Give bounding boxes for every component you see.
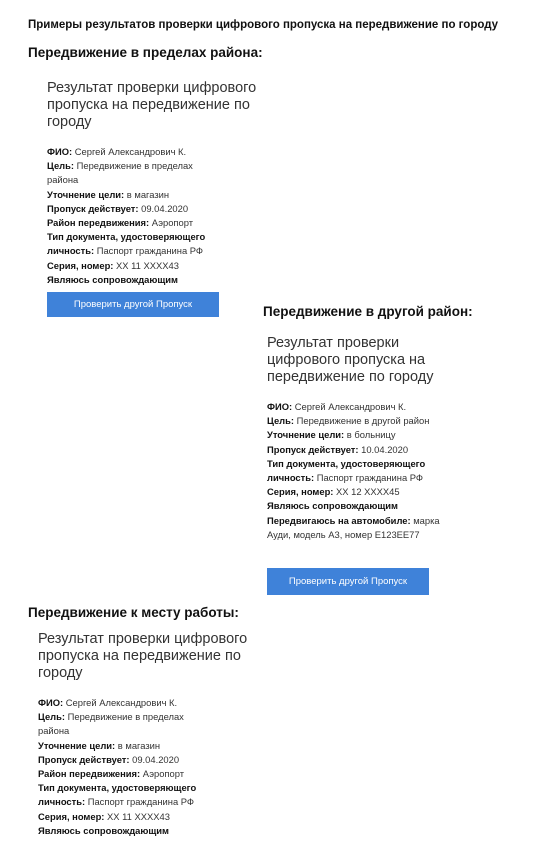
pass-result-card-other-district	[267, 335, 467, 542]
field-district: Район передвижения: Аэропорт	[47, 217, 194, 229]
section-heading-workplace: Передвижение к месту работы:	[28, 605, 239, 620]
card-title: Результат проверки цифрового пропуска на передвижение по городу	[38, 631, 248, 681]
section-heading-other-district: Передвижение в другой район:	[263, 304, 473, 319]
field-series-number: Серия, номер: ХХ 11 ХХХХ43	[47, 259, 179, 271]
pass-result-card-workplace	[38, 631, 253, 838]
field-goal: Цель: Передвижение в другой район	[267, 415, 430, 427]
field-district: Район передвижения: Аэропорт	[38, 768, 185, 780]
field-goal-detail: Уточнение цели: в магазин	[38, 739, 161, 751]
field-goal-detail: Уточнение цели: в магазин	[47, 188, 170, 200]
field-fio: ФИО: Сергей Александрович К.	[267, 401, 407, 412]
card-title: Результат проверки цифрового пропуска на передвижение по городу	[267, 335, 434, 385]
field-valid-date: Пропуск действует: 09.04.2020	[38, 753, 180, 765]
field-goal: Цель: Передвижение в пределах района	[47, 160, 193, 186]
field-fio: ФИО: Сергей Александрович К.	[47, 146, 187, 157]
check-another-pass-button[interactable]: Проверить другой Пропуск	[47, 292, 219, 317]
field-valid-date: Пропуск действует: 10.04.2020	[267, 443, 409, 455]
field-car: Передвигаюсь на автомобиле: марка Ауди, модель А3, номер Е123ЕЕ77	[267, 514, 440, 540]
pass-result-card-district	[47, 80, 262, 287]
page-title: Примеры результатов проверки цифрового пропуска на передвижение по городу	[28, 19, 499, 31]
field-goal-detail: Уточнение цели: в больницу	[267, 429, 396, 441]
field-valid-date: Пропуск действует: 09.04.2020	[47, 202, 189, 214]
field-list	[47, 145, 262, 287]
field-companion: Являюсь сопровождающим	[267, 500, 398, 512]
field-companion: Являюсь сопровождающим	[38, 824, 169, 836]
field-document-type: Тип документа, удостоверяющего личность: Паспорт гражданина РФ	[47, 231, 206, 257]
check-another-pass-button[interactable]: Проверить другой Пропуск	[267, 568, 429, 595]
field-document-type: Тип документа, удостоверяющего личность: Паспорт гражданина РФ	[38, 782, 197, 808]
card-title: Результат проверки цифрового пропуска на передвижение по городу	[47, 80, 257, 130]
field-fio: ФИО: Сергей Александрович К.	[38, 697, 178, 708]
field-companion: Являюсь сопровождающим	[47, 273, 178, 285]
field-document-type: Тип документа, удостоверяющего личность: Паспорт гражданина РФ	[267, 457, 426, 484]
field-series-number: Серия, номер: ХХ 11 ХХХХ43	[38, 810, 170, 822]
field-list	[267, 400, 467, 542]
field-series-number: Серия, номер: ХХ 12 ХХХХ45	[267, 486, 400, 498]
field-list	[38, 696, 253, 838]
field-goal: Цель: Передвижение в пределах района	[38, 711, 184, 737]
section-heading-district: Передвижение в пределах района:	[28, 45, 263, 60]
